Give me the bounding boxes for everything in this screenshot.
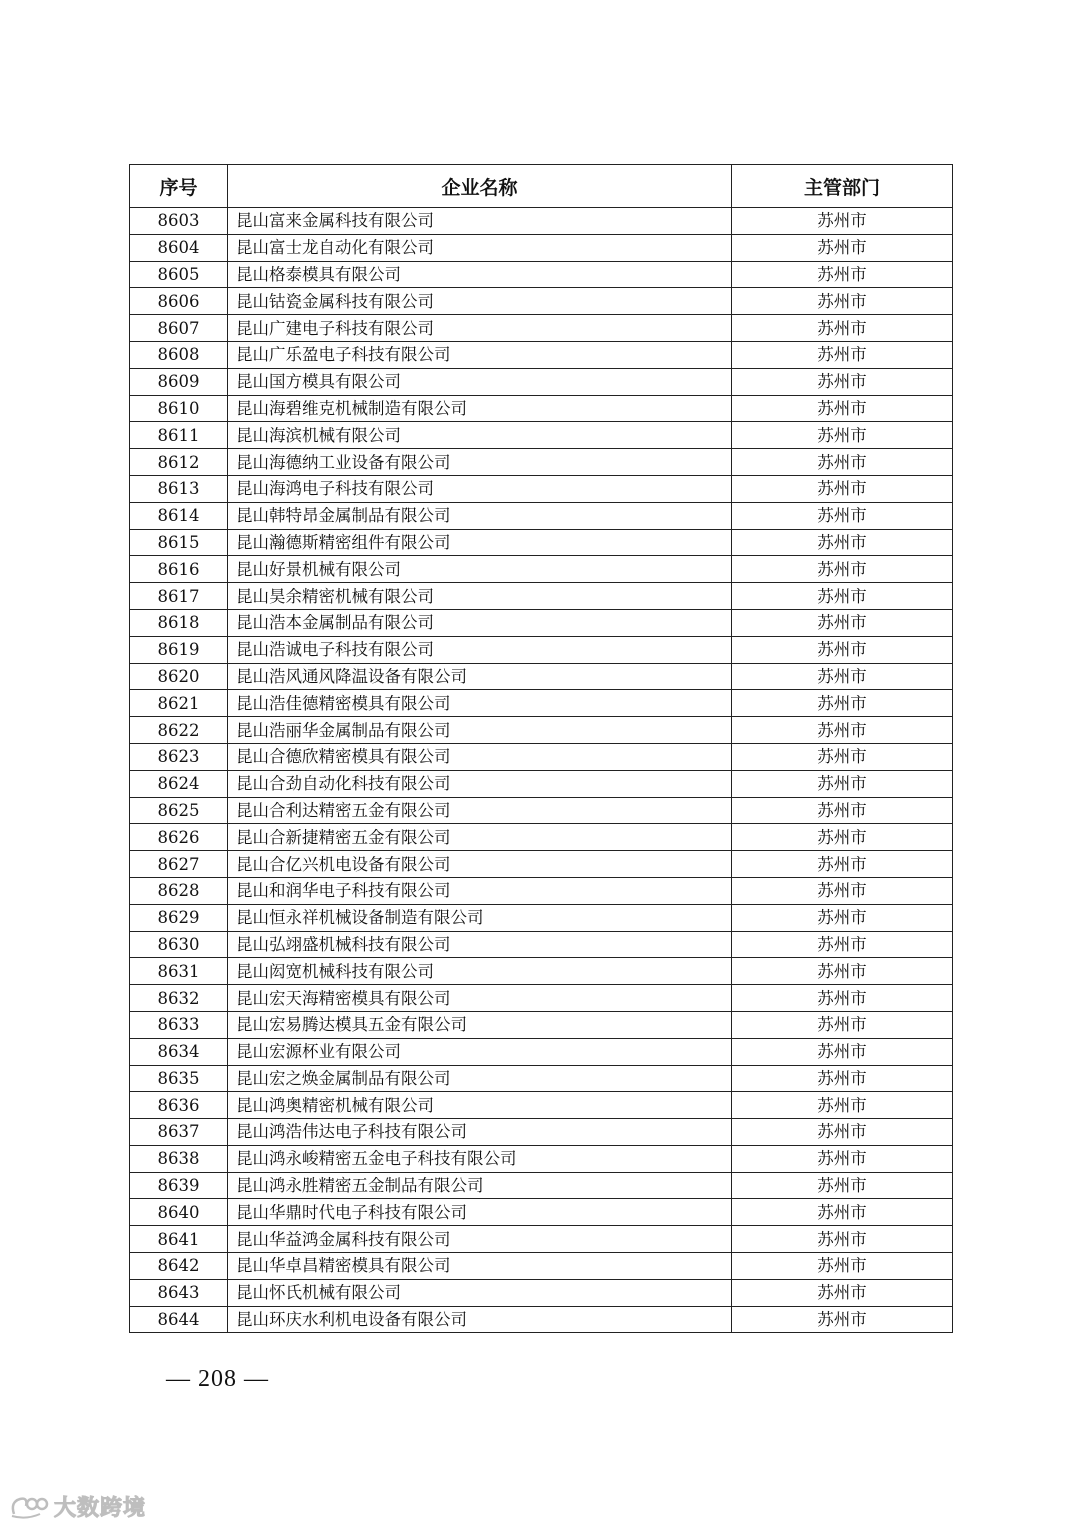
table-row <box>130 368 953 395</box>
company-name-cell: 昆山浩本金属制品有限公司 <box>228 609 732 636</box>
table-row <box>130 315 953 342</box>
serial-number-cell: 8616 <box>130 556 228 583</box>
table-row <box>130 824 953 851</box>
table-row <box>130 636 953 663</box>
department-cell: 苏州市 <box>732 1226 953 1253</box>
table-row <box>130 931 953 958</box>
table-row <box>130 985 953 1012</box>
company-name-cell: 昆山瀚德斯精密组件有限公司 <box>228 529 732 556</box>
table-row <box>130 1145 953 1172</box>
department-cell: 苏州市 <box>732 717 953 744</box>
company-name-cell: 昆山合德欣精密模具有限公司 <box>228 743 732 770</box>
serial-number-cell: 8622 <box>130 717 228 744</box>
department-cell: 苏州市 <box>732 851 953 878</box>
department-cell: 苏州市 <box>732 422 953 449</box>
company-name-cell: 昆山钴瓷金属科技有限公司 <box>228 288 732 315</box>
company-name-cell: 昆山海鸿电子科技有限公司 <box>228 475 732 502</box>
department-cell: 苏州市 <box>732 395 953 422</box>
company-name-cell: 昆山浩佳德精密模具有限公司 <box>228 690 732 717</box>
table-row <box>130 717 953 744</box>
serial-number-cell: 8637 <box>130 1119 228 1146</box>
table-row <box>130 341 953 368</box>
serial-number-cell: 8626 <box>130 824 228 851</box>
department-cell: 苏州市 <box>732 609 953 636</box>
department-cell: 苏州市 <box>732 1172 953 1199</box>
company-name-cell: 昆山和润华电子科技有限公司 <box>228 877 732 904</box>
table-row <box>130 609 953 636</box>
department-cell: 苏州市 <box>732 770 953 797</box>
company-name-cell: 昆山宏易腾达模具五金有限公司 <box>228 1011 732 1038</box>
serial-number-cell: 8614 <box>130 502 228 529</box>
department-cell: 苏州市 <box>732 797 953 824</box>
table-row <box>130 1253 953 1280</box>
table-row <box>130 877 953 904</box>
company-name-cell: 昆山海滨机械有限公司 <box>228 422 732 449</box>
serial-number-cell: 8627 <box>130 851 228 878</box>
serial-number-cell: 8636 <box>130 1092 228 1119</box>
department-cell: 苏州市 <box>732 449 953 476</box>
company-name-cell: 昆山浩诚电子科技有限公司 <box>228 636 732 663</box>
table-row <box>130 1226 953 1253</box>
serial-number-cell: 8634 <box>130 1038 228 1065</box>
company-name-cell: 昆山广乐盈电子科技有限公司 <box>228 341 732 368</box>
serial-number-cell: 8615 <box>130 529 228 556</box>
header-serial-number: 序号 <box>130 165 228 208</box>
table-row <box>130 208 953 235</box>
table-row <box>130 797 953 824</box>
company-name-cell: 昆山韩特昂金属制品有限公司 <box>228 502 732 529</box>
department-cell: 苏州市 <box>732 261 953 288</box>
serial-number-cell: 8641 <box>130 1226 228 1253</box>
serial-number-cell: 8603 <box>130 208 228 235</box>
department-cell: 苏州市 <box>732 1145 953 1172</box>
company-name-cell: 昆山浩丽华金属制品有限公司 <box>228 717 732 744</box>
table-row <box>130 1011 953 1038</box>
table-row <box>130 475 953 502</box>
department-cell: 苏州市 <box>732 1011 953 1038</box>
table-row <box>130 529 953 556</box>
serial-number-cell: 8633 <box>130 1011 228 1038</box>
company-name-cell: 昆山合利达精密五金有限公司 <box>228 797 732 824</box>
company-name-cell: 昆山鸿浩伟达电子科技有限公司 <box>228 1119 732 1146</box>
serial-number-cell: 8608 <box>130 341 228 368</box>
serial-number-cell: 8628 <box>130 877 228 904</box>
serial-number-cell: 8638 <box>130 1145 228 1172</box>
company-name-cell: 昆山富士龙自动化有限公司 <box>228 234 732 261</box>
table-row <box>130 1119 953 1146</box>
department-cell: 苏州市 <box>732 315 953 342</box>
department-cell: 苏州市 <box>732 743 953 770</box>
watermark <box>8 1491 146 1522</box>
page-number: — 208 — <box>166 1366 269 1392</box>
serial-number-cell: 8643 <box>130 1279 228 1306</box>
company-name-cell: 昆山好景机械有限公司 <box>228 556 732 583</box>
serial-number-cell: 8607 <box>130 315 228 342</box>
serial-number-cell: 8605 <box>130 261 228 288</box>
company-name-cell: 昆山怀氏机械有限公司 <box>228 1279 732 1306</box>
company-name-cell: 昆山格泰模具有限公司 <box>228 261 732 288</box>
serial-number-cell: 8630 <box>130 931 228 958</box>
serial-number-cell: 8604 <box>130 234 228 261</box>
table-row <box>130 1065 953 1092</box>
department-cell: 苏州市 <box>732 208 953 235</box>
serial-number-cell: 8635 <box>130 1065 228 1092</box>
department-cell: 苏州市 <box>732 475 953 502</box>
serial-number-cell: 8632 <box>130 985 228 1012</box>
table-header-row <box>130 165 953 208</box>
company-name-cell: 昆山浩风通风降温设备有限公司 <box>228 663 732 690</box>
header-company-name: 企业名称 <box>228 165 732 208</box>
serial-number-cell: 8625 <box>130 797 228 824</box>
table-row <box>130 422 953 449</box>
department-cell: 苏州市 <box>732 877 953 904</box>
table-row <box>130 502 953 529</box>
department-cell: 苏州市 <box>732 1253 953 1280</box>
company-name-cell: 昆山合亿兴机电设备有限公司 <box>228 851 732 878</box>
department-cell: 苏州市 <box>732 985 953 1012</box>
company-name-cell: 昆山弘翊盛机械科技有限公司 <box>228 931 732 958</box>
company-name-cell: 昆山海碧维克机械制造有限公司 <box>228 395 732 422</box>
department-cell: 苏州市 <box>732 1119 953 1146</box>
enterprise-table <box>129 164 953 1333</box>
serial-number-cell: 8631 <box>130 958 228 985</box>
company-name-cell: 昆山鸿永峻精密五金电子科技有限公司 <box>228 1145 732 1172</box>
company-name-cell: 昆山国方模具有限公司 <box>228 368 732 395</box>
company-name-cell: 昆山合劲自动化科技有限公司 <box>228 770 732 797</box>
department-cell: 苏州市 <box>732 958 953 985</box>
serial-number-cell: 8613 <box>130 475 228 502</box>
department-cell: 苏州市 <box>732 1065 953 1092</box>
serial-number-cell: 8619 <box>130 636 228 663</box>
department-cell: 苏州市 <box>732 556 953 583</box>
department-cell: 苏州市 <box>732 234 953 261</box>
serial-number-cell: 8606 <box>130 288 228 315</box>
table-row <box>130 1172 953 1199</box>
department-cell: 苏州市 <box>732 824 953 851</box>
table-row <box>130 770 953 797</box>
company-name-cell: 昆山华鼎时代电子科技有限公司 <box>228 1199 732 1226</box>
company-name-cell: 昆山富来金属科技有限公司 <box>228 208 732 235</box>
serial-number-cell: 8609 <box>130 368 228 395</box>
table-row <box>130 288 953 315</box>
table-row <box>130 261 953 288</box>
serial-number-cell: 8642 <box>130 1253 228 1280</box>
serial-number-cell: 8624 <box>130 770 228 797</box>
brand-logo-icon <box>8 1494 50 1520</box>
header-department: 主管部门 <box>732 165 953 208</box>
department-cell: 苏州市 <box>732 1279 953 1306</box>
company-name-cell: 昆山闳宽机械科技有限公司 <box>228 958 732 985</box>
watermark-text: 大数跨境 <box>54 1496 147 1521</box>
company-name-cell: 昆山鸿奥精密机械有限公司 <box>228 1092 732 1119</box>
department-cell: 苏州市 <box>732 1199 953 1226</box>
department-cell: 苏州市 <box>732 288 953 315</box>
serial-number-cell: 8611 <box>130 422 228 449</box>
table-row <box>130 690 953 717</box>
serial-number-cell: 8610 <box>130 395 228 422</box>
table-row <box>130 583 953 610</box>
department-cell: 苏州市 <box>732 636 953 663</box>
serial-number-cell: 8617 <box>130 583 228 610</box>
table-row <box>130 556 953 583</box>
company-name-cell: 昆山华益鸿金属科技有限公司 <box>228 1226 732 1253</box>
table-row <box>130 449 953 476</box>
department-cell: 苏州市 <box>732 529 953 556</box>
company-name-cell: 昆山宏天海精密模具有限公司 <box>228 985 732 1012</box>
table-row <box>130 663 953 690</box>
table-row <box>130 234 953 261</box>
department-cell: 苏州市 <box>732 341 953 368</box>
company-name-cell: 昆山宏之焕金属制品有限公司 <box>228 1065 732 1092</box>
table-row <box>130 1306 953 1333</box>
department-cell: 苏州市 <box>732 1092 953 1119</box>
serial-number-cell: 8644 <box>130 1306 228 1333</box>
serial-number-cell: 8629 <box>130 904 228 931</box>
company-name-cell: 昆山宏源杯业有限公司 <box>228 1038 732 1065</box>
department-cell: 苏州市 <box>732 931 953 958</box>
serial-number-cell: 8623 <box>130 743 228 770</box>
serial-number-cell: 8612 <box>130 449 228 476</box>
table-row <box>130 1038 953 1065</box>
department-cell: 苏州市 <box>732 690 953 717</box>
company-name-cell: 昆山华卓昌精密模具有限公司 <box>228 1253 732 1280</box>
department-cell: 苏州市 <box>732 583 953 610</box>
table-body <box>130 208 953 1333</box>
table-row <box>130 395 953 422</box>
department-cell: 苏州市 <box>732 663 953 690</box>
department-cell: 苏州市 <box>732 368 953 395</box>
table-row <box>130 958 953 985</box>
table-row <box>130 904 953 931</box>
table-row <box>130 851 953 878</box>
serial-number-cell: 8640 <box>130 1199 228 1226</box>
table-row <box>130 1199 953 1226</box>
company-name-cell: 昆山恒永祥机械设备制造有限公司 <box>228 904 732 931</box>
department-cell: 苏州市 <box>732 1306 953 1333</box>
department-cell: 苏州市 <box>732 904 953 931</box>
serial-number-cell: 8621 <box>130 690 228 717</box>
company-name-cell: 昆山昊余精密机械有限公司 <box>228 583 732 610</box>
table-row <box>130 1092 953 1119</box>
company-name-cell: 昆山鸿永胜精密五金制品有限公司 <box>228 1172 732 1199</box>
company-name-cell: 昆山广建电子科技有限公司 <box>228 315 732 342</box>
serial-number-cell: 8639 <box>130 1172 228 1199</box>
company-name-cell: 昆山合新捷精密五金有限公司 <box>228 824 732 851</box>
table-row <box>130 743 953 770</box>
table-row <box>130 1279 953 1306</box>
company-name-cell: 昆山海德纳工业设备有限公司 <box>228 449 732 476</box>
department-cell: 苏州市 <box>732 1038 953 1065</box>
serial-number-cell: 8618 <box>130 609 228 636</box>
company-name-cell: 昆山环庆水利机电设备有限公司 <box>228 1306 732 1333</box>
department-cell: 苏州市 <box>732 502 953 529</box>
serial-number-cell: 8620 <box>130 663 228 690</box>
